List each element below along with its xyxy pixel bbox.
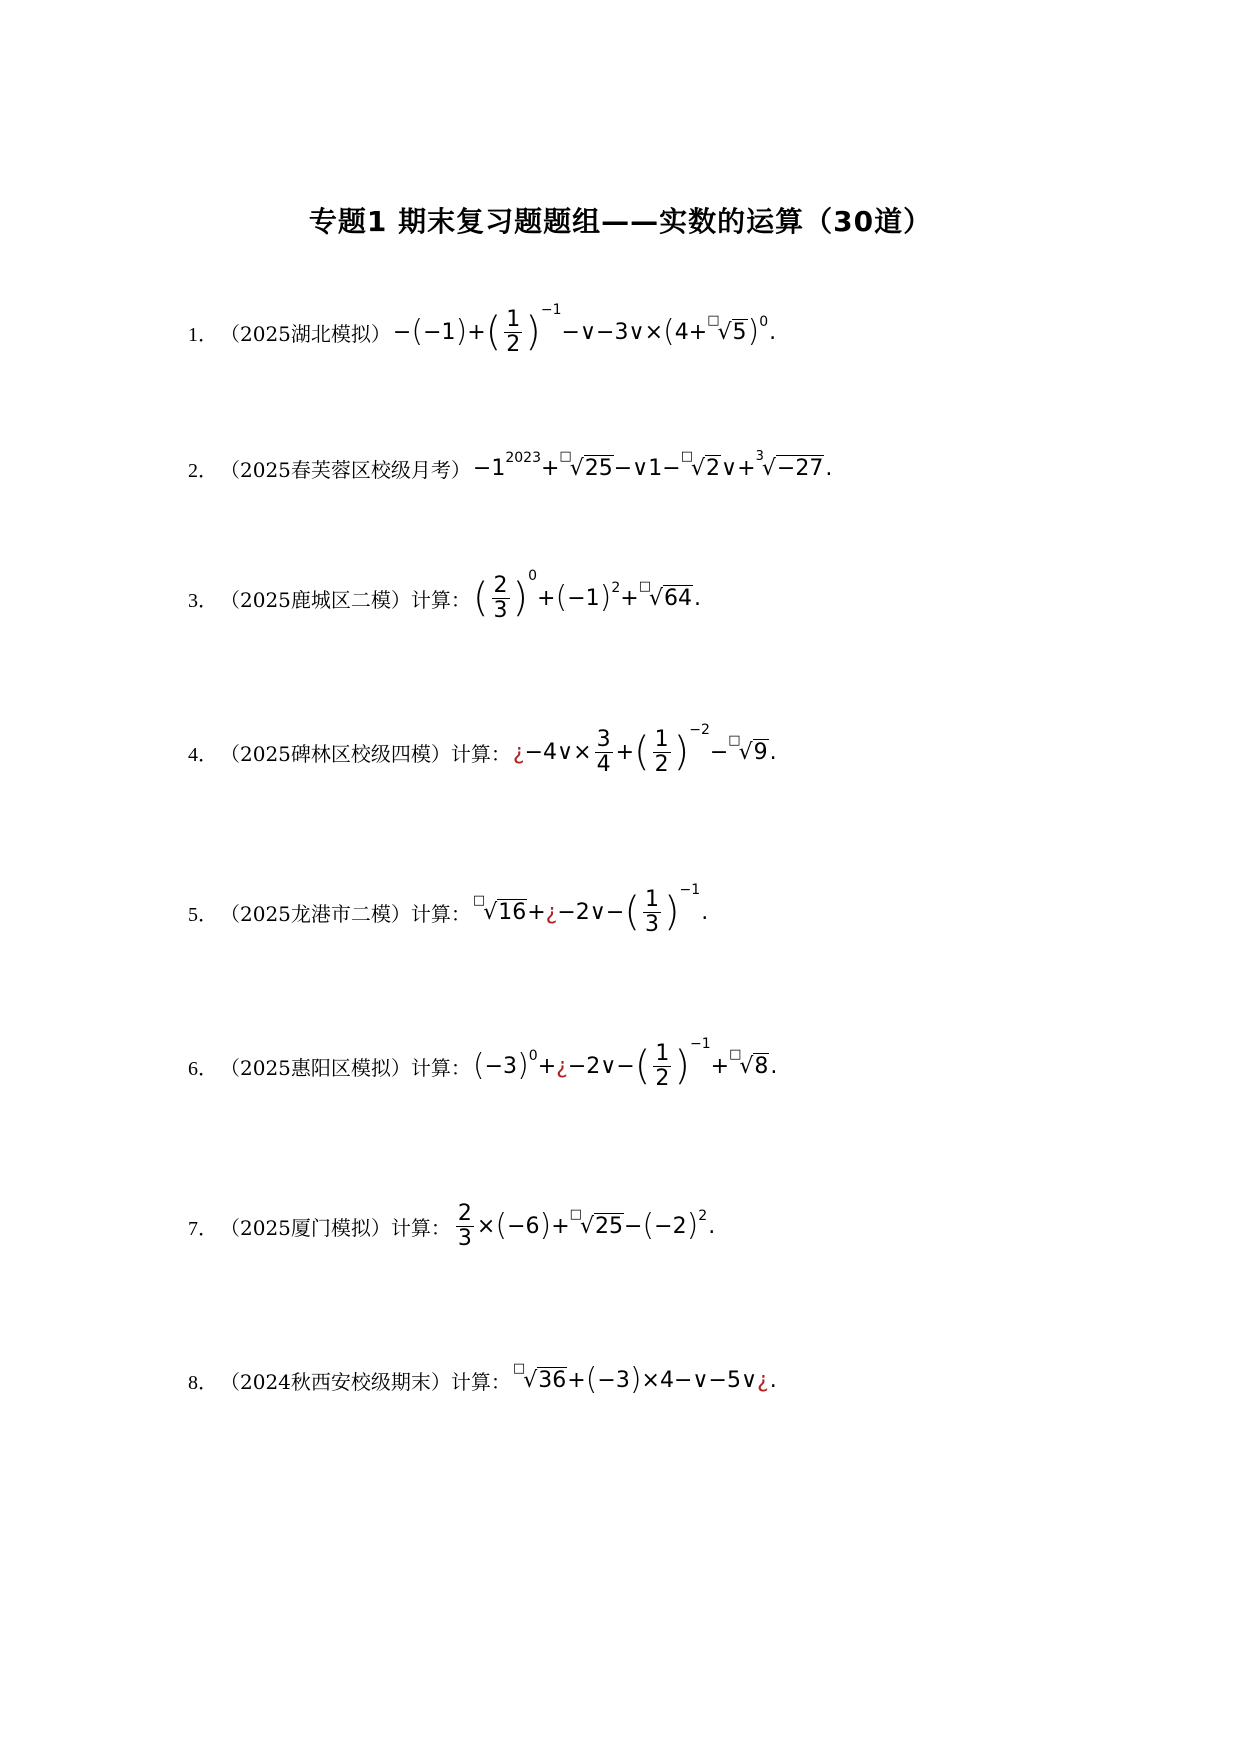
problem-5 [188,872,708,952]
problem-7 [188,1186,715,1266]
problem-prompt: 计算： [410,1055,471,1080]
problem-1 [188,292,776,372]
problem-source: （2025湖北模拟） [220,321,391,346]
problem-number: 4． [188,743,218,766]
problem-number: 6． [188,1057,218,1080]
problem-source: （2025惠阳区模拟） [220,1055,411,1080]
problem-prompt: 计算： [410,587,471,612]
problem-2 [188,428,832,508]
problem-source: （2025春芙蓉区校级月考） [220,457,471,482]
problem-6 [188,1026,777,1106]
problem-3 [188,558,701,638]
fraction: $\frac{2}{3}$ [493,573,508,623]
problem-expression: ( −3 ) $^0$ + ¿ −2∨− ( $\frac{1}{2}$ ) $^{-1}$ + □ √ 8 . [472,1035,778,1091]
problem-number: 5． [188,903,218,926]
problem-prompt: 计算： [450,1369,511,1394]
problem-4 [188,712,777,792]
problem-expression: □ √ 16 + ¿ −2∨− ( $\frac{1}{3}$ ) $^{-1}$ . [472,881,709,937]
problem-source: （2024秋西安校级期末） [220,1369,451,1394]
page-title: 专题1 期末复习题题组——实数的运算（30道） [308,205,933,238]
problem-8 [188,1340,777,1420]
problem-prompt: 计算： [450,741,511,766]
problem-expression: − ( −1 ) + ( $\frac{1}{2}$ ) $^{-1}$ −∨−3∨× ( 4+ □ √ 5 ) $^0$ . [392,301,777,357]
problem-expression: $\frac{2}{3}$ × ( −6 ) + □ √ 25 − ( −2 ) $^2$ . [457,1201,716,1251]
problem-number: 2． [188,459,218,482]
fraction: $\frac{1}{2}$ [654,727,669,777]
problem-number: 8． [188,1371,218,1394]
problem-source: （2025厦门模拟） [220,1215,391,1240]
problem-number: 3． [188,589,218,612]
problem-number: 7． [188,1217,218,1240]
problem-prompt: 计算： [410,901,471,926]
problem-number: 1． [188,323,218,346]
fraction: $\frac{1}{3}$ [644,887,659,937]
fraction: $\frac{3}{4}$ [596,727,611,777]
fraction: $\frac{1}{2}$ [655,1041,670,1091]
problem-source: （2025碑林区校级四模） [220,741,451,766]
fraction: $\frac{1}{2}$ [506,307,521,357]
problem-source: （2025鹿城区二模） [220,587,411,612]
problem-source: （2025龙港市二模） [220,901,411,926]
problem-expression: □ √ 36 + ( −3 ) ×4−∨−5∨ ¿ . [512,1360,777,1397]
problem-expression: ¿ −4∨× $\frac{3}{4}$ + ( $\frac{1}{2}$ ) $^{-2}$ − □ √ 9 . [512,721,777,777]
problem-expression: ( $\frac{2}{3}$ ) $^0$ + ( −1 ) $^2$ + □ √ 64 . [472,567,702,623]
problem-prompt: 计算： [390,1215,451,1240]
fraction: $\frac{2}{3}$ [457,1201,472,1251]
problem-expression: −1 $^{2023}$ + □ √ 25 −∨1− □ √ 2 ∨+ 3 √ −27 . [472,448,833,481]
